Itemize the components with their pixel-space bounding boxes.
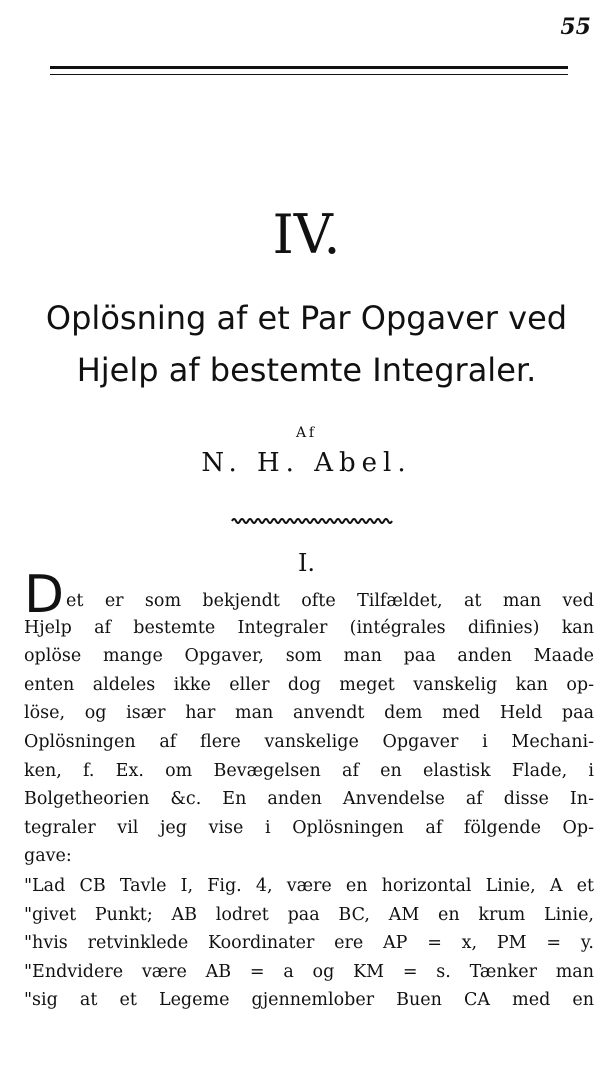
body-line: Oplösningen af flere vanskelige Opgaver i Mechani- — [24, 731, 594, 752]
wavy-ornament-divider — [232, 516, 390, 526]
quote-line: "Lad CB Tavle I, Fig. 4, være en horizontal Linie, A et — [24, 876, 594, 896]
body-line: löse, og især har man anvendt dem med Held paa — [24, 703, 594, 724]
body-line: Hjelp af bestemte Integraler (intégrales difinies) kan — [24, 617, 594, 638]
body-line: ken, f. Ex. om Bevægelsen af en elastisk Flade, i — [24, 760, 594, 781]
problem-statement — [24, 872, 594, 1015]
body-line-text: et er som bekjendt ofte Tilfældet, at man ved — [66, 591, 594, 611]
body-line: oplöse mange Opgaver, som man paa anden Maade — [24, 646, 594, 667]
body-paragraph — [24, 565, 594, 871]
quote-line: "givet Punkt; AB lodret paa BC, AM en krum Linie, — [24, 904, 594, 925]
byline: Af — [295, 425, 318, 441]
section-numeral: I. — [297, 549, 316, 577]
page-number: 55 — [560, 14, 591, 40]
title-line-1: Oplösning af et Par Opgaver ved — [45, 299, 568, 337]
header-rule — [50, 66, 568, 75]
quote-line: "Endvidere være AB = a og KM = s. Tænker man — [24, 961, 594, 982]
quote-line: "hvis retvinklede Koordinater ere AP = x, PM = y. — [24, 933, 594, 954]
body-line: tegraler vil jeg vise i Oplösningen af fölgende Op- — [24, 817, 594, 838]
body-line: enten aldeles ikke eller dog meget vanskelig kan op- — [24, 674, 594, 695]
drop-cap: D — [24, 565, 65, 625]
chapter-numeral: IV. — [272, 203, 341, 266]
title-line-2: Hjelp af bestemte Integraler. — [76, 351, 537, 389]
chapter-title — [0, 292, 613, 396]
body-line: gave: — [24, 846, 72, 867]
author-name: N. H. Abel. — [201, 448, 412, 478]
quote-line: "sig at et Legeme gjennemlober Buen CA med en — [24, 990, 594, 1011]
body-line: Bolgetheorien &c. En anden Anvendelse af disse In- — [24, 789, 594, 810]
body-line — [24, 565, 594, 625]
